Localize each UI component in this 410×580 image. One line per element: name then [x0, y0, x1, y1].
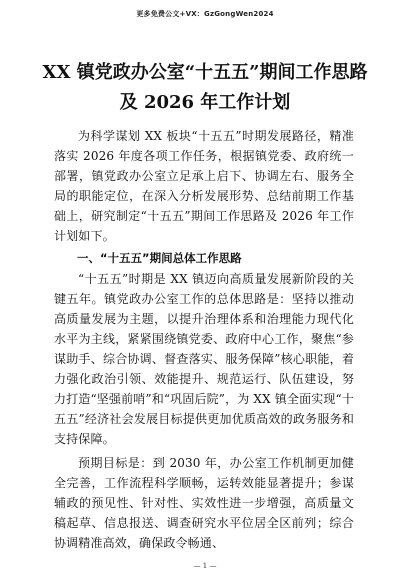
page-header: 更多免费公文+VX：GzGongWen2024 — [136, 10, 274, 18]
page-number: — 1 — — [193, 562, 217, 570]
section1-paragraph-1: “十五五”时期是 XX 镇迈向高质量发展新阶段的关键五年。镇党政办公室工作的总体思路是：坚持以推动高质量发展为主题，以提升治理体系和治理能力现代化水平为主线，紧紧围绕镇党委、政府中心工作，聚焦“参谋助手、综合协调、督查落实、服务保障”核心职能，着力强化政治引领、效能提升、规范运行、队伍建设，努力打造“坚强前哨”和“巩固后院”，为 XX 镇全面实现“十五五”经济社会发展目标提供更加优质高效的政务服务和支持保障。 — [54, 271, 354, 447]
document-title: XX 镇党政办公室“十五五”期间工作思路及 2026 年工作计划 — [42, 62, 368, 113]
section1-paragraph-2: 预期目标是：到 2030 年，办公室工作机制更加健全完善，工作流程科学顺畅，运转效能显著提升；参谋辅政的预见性、针对性、实效性进一步增强，高质量文稿起草、信息报送、调查研究水平位居全区前列；综合协调精准高效，确保政令畅通、 — [54, 455, 354, 550]
document-body — [54, 126, 354, 553]
section-heading-1: 一、“十五五”期间总体工作思路 — [77, 250, 242, 265]
intro-paragraph: 为科学谋划 XX 板块“十五五”时期发展路径，精准落实 2026 年度各项工作任务，根据镇党委、政府统一部署，镇党政办公室立足承上启下、协调左右、服务全局的职能定位，在深入分析发展形势、总结前期工作基础上，研究制定“十五五”期间工作思路及 2026 年工作计划如下。 — [54, 129, 354, 244]
